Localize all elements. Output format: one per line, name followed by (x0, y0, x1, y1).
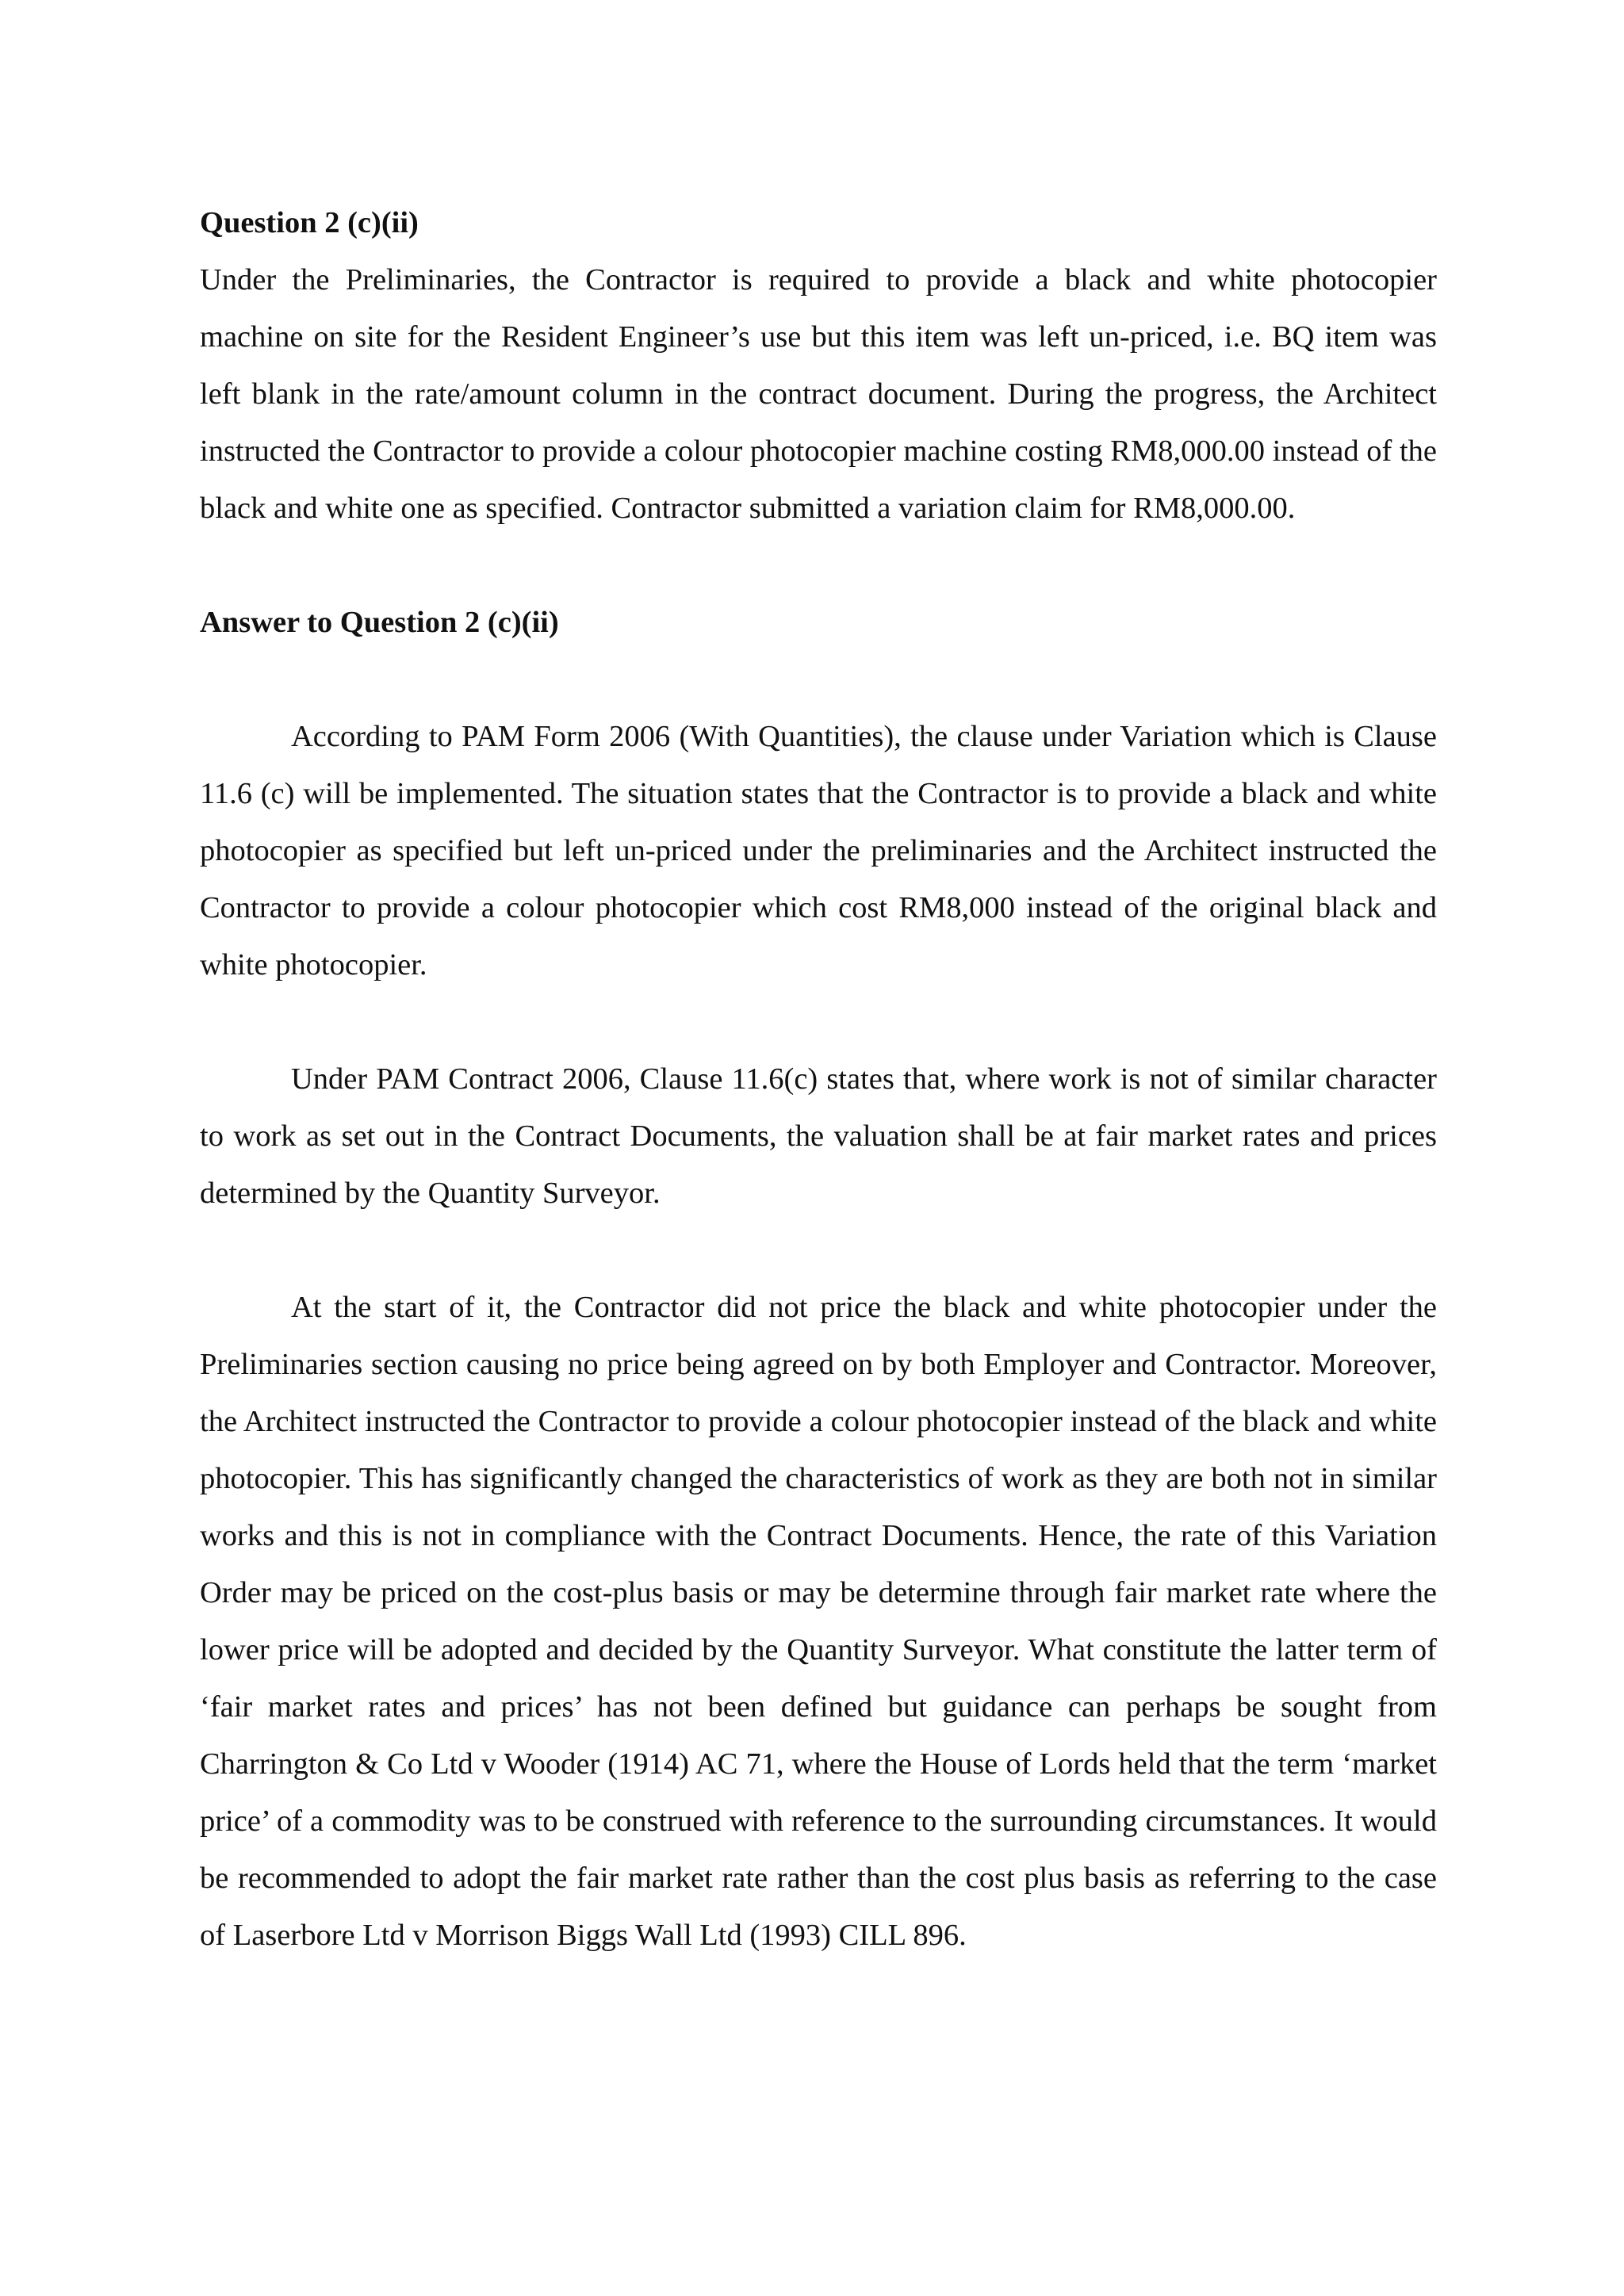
answer-paragraph: According to PAM Form 2006 (With Quantities), the clause under Variation which is Clause 11.6 (c) will be implemented. The situation states that the Contractor is to provide a black and white photocopier as specified but left un-priced under the preliminaries and the Architect instructed the Contractor to provide a colour photocopier which cost RM8,000 instead of the original black and white photocopier. (200, 720, 1437, 982)
answer-heading: Answer to Question 2 (c)(ii) (200, 606, 559, 639)
document-page (200, 194, 1437, 1964)
question-heading: Question 2 (c)(ii) (200, 206, 419, 239)
answer-paragraph: At the start of it, the Contractor did not price the black and white photocopier under the Preliminaries section causing no price being agreed on by both Employer and Contractor. Moreover, the Architect instructed the Contractor to provide a colour photocopier instead of the black and white photocopier. This has significantly changed the characteristics of work as they are both not in similar works and this is not in compliance with the Contract Documents. Hence, the rate of this Variation Order may be priced on the cost-plus basis or may be determine through fair market rate where the lower price will be adopted and decided by the Quantity Surveyor. What constitute the latter term of ‘fair market rates and prices’ has not been defined but guidance can perhaps be sought from Charrington & Co Ltd v Wooder (1914) AC 71, where the House of Lords held that the term ‘market price’ of a commodity was to be construed with reference to the surrounding circumstances. It would be recommended to adopt the fair market rate rather than the cost plus basis as referring to the case of Laserbore Ltd v Morrison Biggs Wall Ltd (1993) CILL 896. (200, 1291, 1437, 1952)
question-text: Under the Preliminaries, the Contractor is required to provide a black and white photocopier machine on site for the Resident Engineer’s use but this item was left un-priced, i.e. BQ item was left blank in the rate/amount column in the contract document. During the progress, the Architect instructed the Contractor to provide a colour photocopier machine costing RM8,000.00 instead of the black and white one as specified. Contractor submitted a variation claim for RM8,000.00. (200, 263, 1437, 525)
answer-paragraph: Under PAM Contract 2006, Clause 11.6(c) states that, where work is not of similar character to work as set out in the Contract Documents, the valuation shall be at fair market rates and prices determined by the Quantity Surveyor. (200, 1062, 1437, 1210)
